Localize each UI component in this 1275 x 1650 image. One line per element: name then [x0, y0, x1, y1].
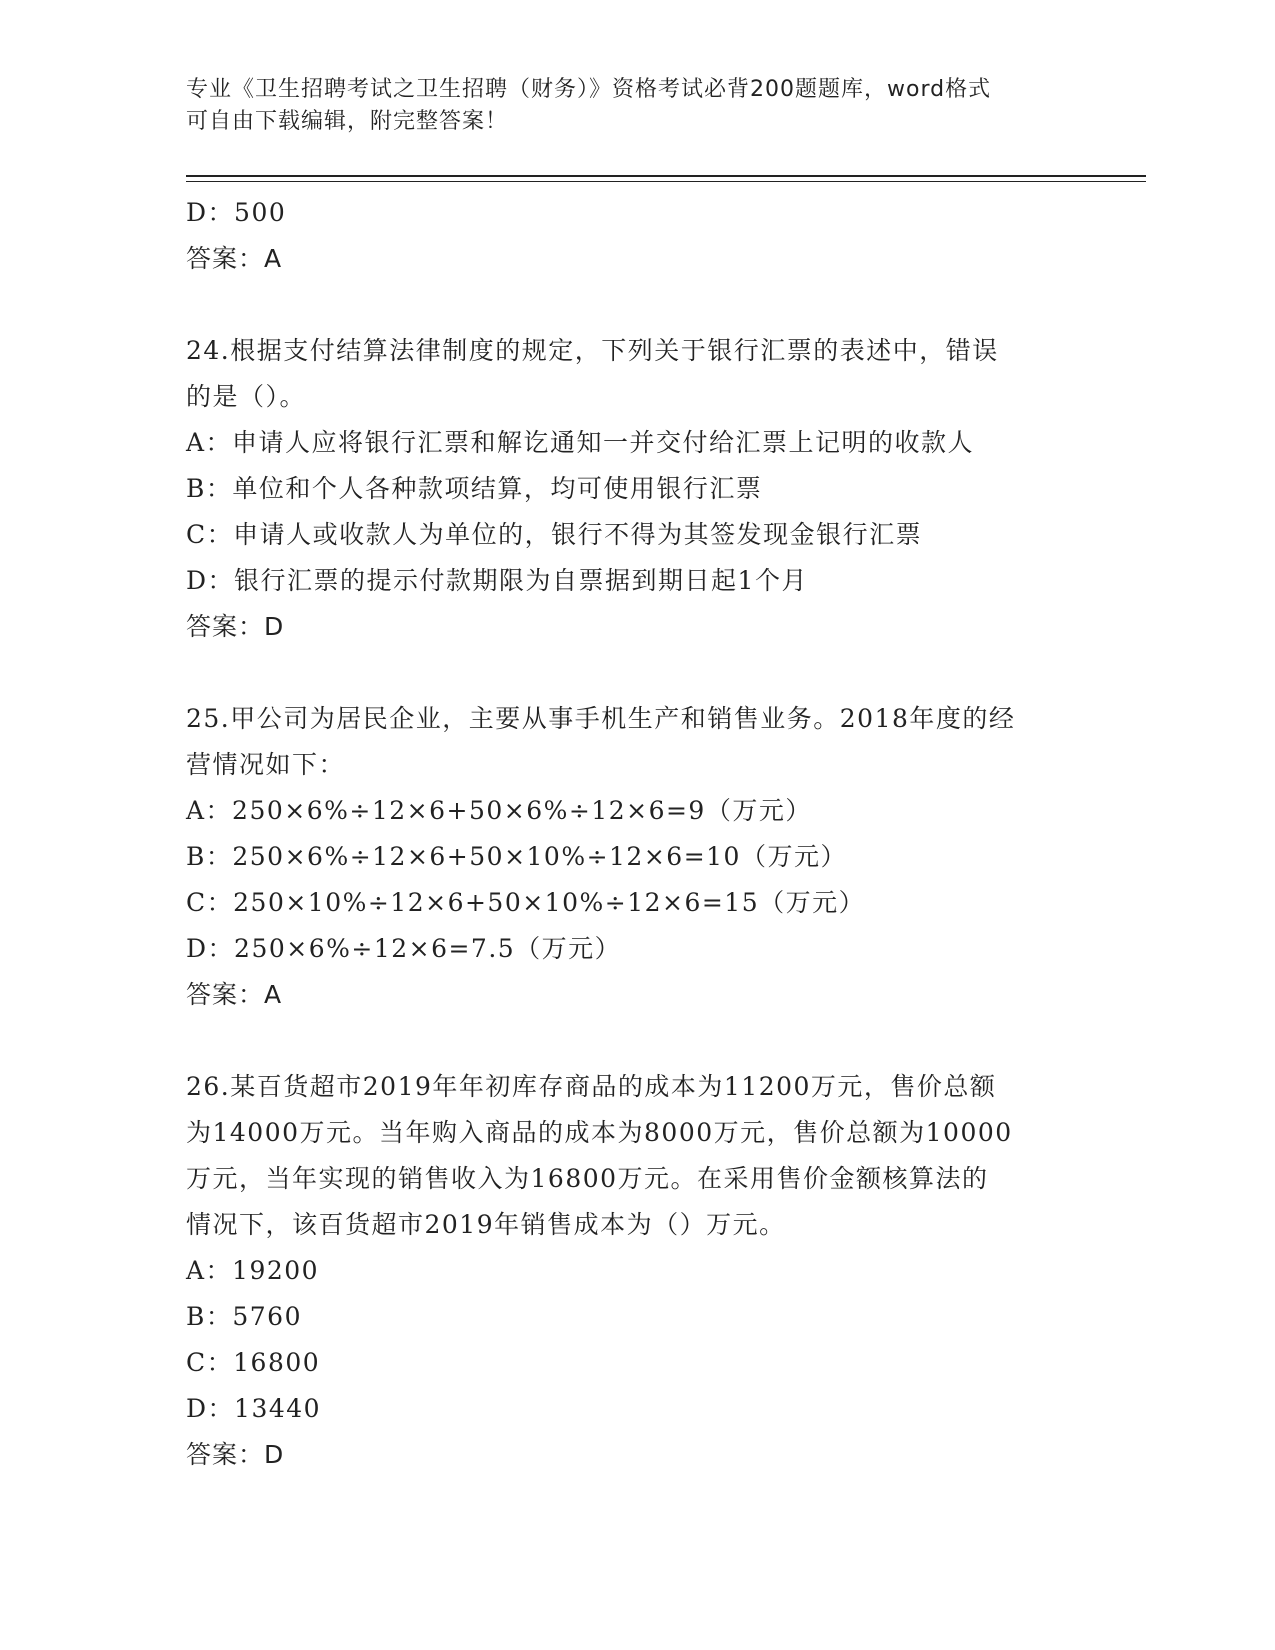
- question-option-c: C：16800: [186, 1348, 321, 1377]
- question-26: [186, 1064, 1086, 1478]
- question-stem-line: 营情况如下：: [186, 750, 346, 779]
- question-stem-line: 25.甲公司为居民企业，主要从事手机生产和销售业务。2018年度的经: [186, 704, 1016, 733]
- prev-question-option-d: D：500: [186, 198, 287, 227]
- prev-question-answer: 答案：A: [186, 244, 283, 273]
- question-answer: 答案：D: [186, 1440, 285, 1469]
- header-title-line-2: 可自由下载编辑，附完整答案！: [186, 109, 509, 134]
- question-answer: 答案：D: [186, 612, 285, 641]
- header-divider-thick: [186, 175, 1146, 177]
- spacer: [186, 1018, 1086, 1064]
- header-divider-thin: [186, 181, 1146, 182]
- question-option-b: B：250×6%÷12×6+50×10%÷12×6=10（万元）: [186, 842, 847, 871]
- question-option-b: B：单位和个人各种款项结算，均可使用银行汇票: [186, 474, 763, 503]
- question-stem-line: 万元，当年实现的销售收入为16800万元。在采用售价金额核算法的: [186, 1164, 989, 1193]
- question-stem-line: 为14000万元。当年购入商品的成本为8000万元，售价总额为10000: [186, 1118, 1013, 1147]
- question-option-b: B：5760: [186, 1302, 302, 1331]
- question-option-a: A：250×6%÷12×6+50×6%÷12×6=9（万元）: [186, 796, 812, 825]
- question-option-a: A：申请人应将银行汇票和解讫通知一并交付给汇票上记明的收款人: [186, 428, 975, 457]
- document-body: [186, 190, 1086, 1478]
- question-option-d: D：银行汇票的提示付款期限为自票据到期日起1个月: [186, 566, 808, 595]
- question-option-c: C：250×10%÷12×6+50×10%÷12×6=15（万元）: [186, 888, 866, 917]
- question-option-a: A：19200: [186, 1256, 320, 1285]
- spacer: [186, 282, 1086, 328]
- question-stem-line: 26.某百货超市2019年年初库存商品的成本为11200万元，售价总额: [186, 1072, 997, 1101]
- question-stem-line: 24.根据支付结算法律制度的规定，下列关于银行汇票的表述中，错误: [186, 336, 999, 365]
- question-answer: 答案：A: [186, 980, 283, 1009]
- question-option-c: C：申请人或收款人为单位的，银行不得为其签发现金银行汇票: [186, 520, 923, 549]
- document-header: [186, 74, 1066, 138]
- question-24: [186, 328, 1086, 650]
- spacer: [186, 650, 1086, 696]
- header-title-line-1: 专业《卫生招聘考试之卫生招聘（财务）》资格考试必背200题题库，word格式: [186, 77, 992, 102]
- question-stem-line: 情况下，该百货超市2019年销售成本为（）万元。: [186, 1210, 786, 1239]
- question-option-d: D：250×6%÷12×6=7.5（万元）: [186, 934, 622, 963]
- question-25: [186, 696, 1086, 1018]
- question-option-d: D：13440: [186, 1394, 322, 1423]
- question-stem-line: 的是（）。: [186, 382, 307, 411]
